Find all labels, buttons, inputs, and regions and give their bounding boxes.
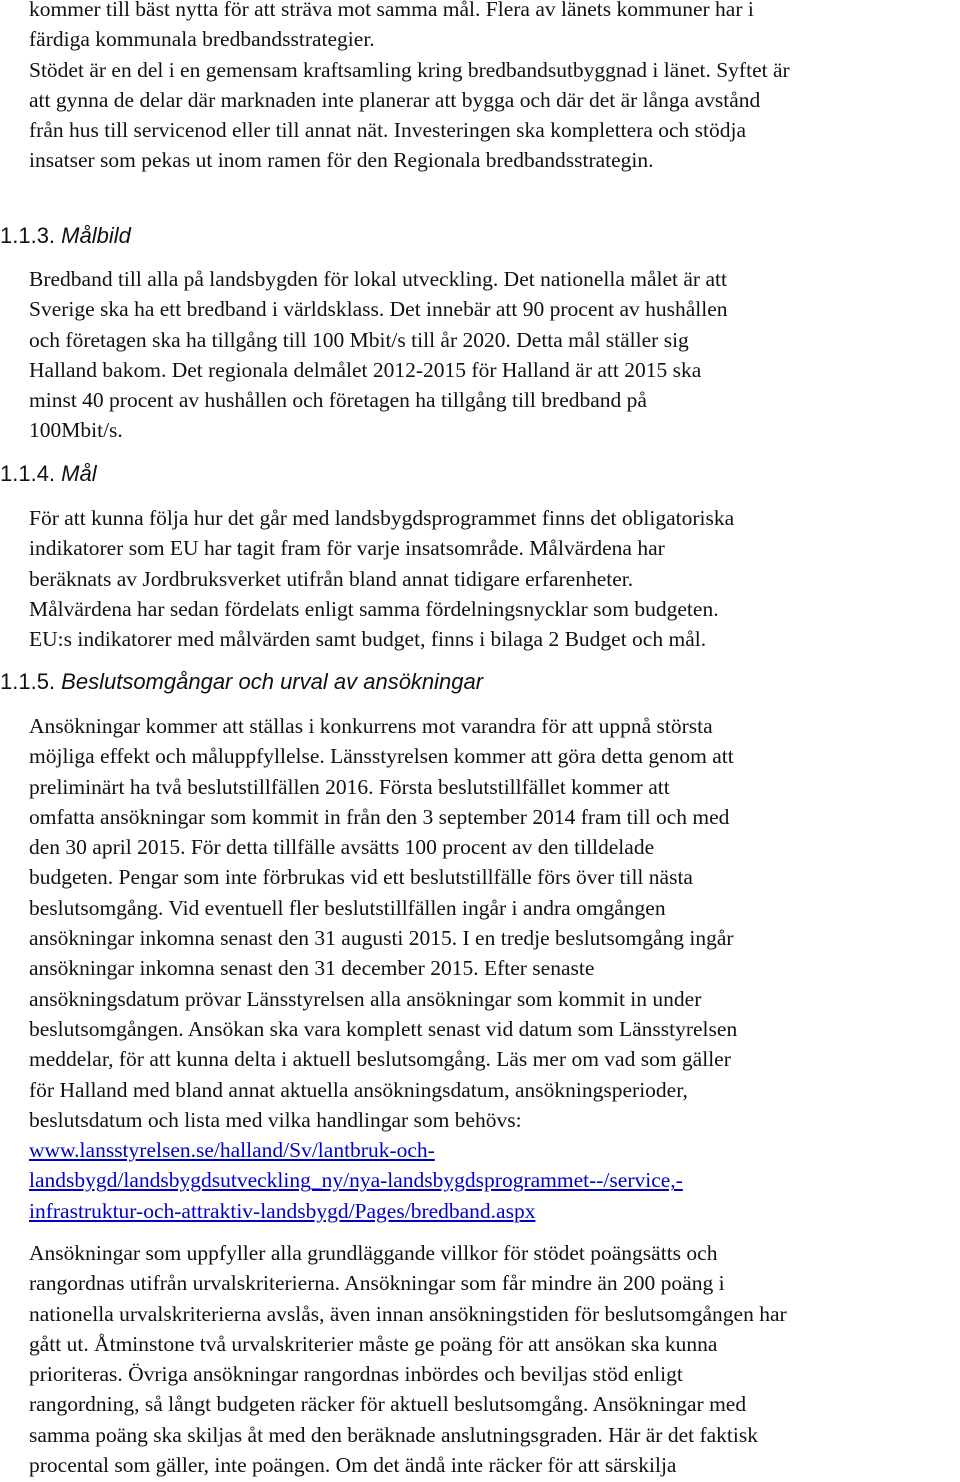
link-text-line: www.lansstyrelsen.se/halland/Sv/lantbruk-och- [29,1138,435,1163]
text-line: möjliga effekt och måluppfyllelse. Länsstyrelsen kommer att göra detta genom att [29,744,734,769]
text-line: för Halland med bland annat aktuella ansökningsdatum, ansökningsperioder, [29,1077,688,1102]
text-line: omfatta ansökningar som kommit in från den 3 september 2014 fram till och med [29,804,730,829]
text-line: färdiga kommunala bredbandsstrategier. [29,27,375,52]
text-line: Ansökningar kommer att ställas i konkurrens mot varandra för att uppnå största [29,714,713,738]
text-line: 100Mbit/s. [29,418,123,443]
intro-paragraph [29,0,959,176]
text-line: beslutsomgången. Ansökan ska vara komplett senast vid datum som Länsstyrelsen [29,1016,738,1041]
text-line: procental som gäller, inte poängen. Om det ändå inte räcker för att särskilja [29,1453,677,1478]
section-number: 1.1.5. [0,669,56,694]
text-line: beräknats av Jordbruksverket utifrån bland annat tidigare erfarenheter. [29,566,634,591]
text-line: prioriteras. Övriga ansökningar rangordnas inbördes och beviljas stöd enligt [29,1362,683,1387]
text-line: och företagen ska ha tillgång till 100 Mbit/s till år 2020. Detta mål ställer sig [29,327,689,352]
text-line: kommer till bäst nytta för att sträva mot samma mål. Flera av länets kommuner har i [29,0,754,21]
text-line: budgeten. Pengar som inte förbrukas vid ett beslutstillfälle förs över till nästa [29,865,693,890]
text-line: ansökningsdatum prövar Länsstyrelsen alla ansökningar som kommit in under [29,986,702,1011]
text-line: För att kunna följa hur det går med landsbygdsprogrammet finns det obligatoriska [29,506,735,530]
section-number: 1.1.3. [0,223,56,248]
section-number: 1.1.4. [0,461,56,486]
text-line: Målvärdena har sedan fördelats enligt samma fördelningsnycklar som budgeten. [29,596,719,621]
mal-paragraph [29,503,959,654]
text-line: rangordning, så långt budgeten räcker för aktuell beslutsomgång. Ansökningar med [29,1392,747,1417]
section-title: Beslutsomgångar och urval av ansökningar [61,669,484,694]
text-line: rangordnas utifrån urvalskriterierna. Ansökningar som får mindre än 200 poäng i [29,1271,725,1296]
section-heading-1-1-5 [0,668,483,696]
section-heading-1-1-3 [0,222,131,250]
text-line: preliminärt ha två beslutstillfällen 2016. Första beslutstillfället kommer att [29,774,670,799]
text-line: ansökningar inkomna senast den 31 december 2015. Efter senaste [29,956,595,981]
lansstyrelsen-link[interactable] [29,1135,959,1226]
text-line: Bredband till alla på landsbygden för lokal utveckling. Det nationella målet är att [29,267,727,291]
malbild-paragraph [29,264,959,446]
text-line: beslutsomgång. Vid eventuell fler beslutstillfällen ingår i andra omgången [29,895,666,920]
text-line: samma poäng ska skiljas åt med den beräknade anslutningsgraden. Här är det faktisk [29,1422,758,1447]
link-text-line: landsbygd/landsbygdsutveckling_ny/nya-landsbygdsprogrammet--/service,- [29,1168,683,1193]
section-title: Målbild [61,223,131,248]
urval-paragraph [29,1238,959,1480]
text-line: nationella urvalskriterierna avslås, även innan ansökningstiden för beslutsomgången har [29,1301,787,1326]
text-line: gått ut. Åtminstone två urvalskriterier måste ge poäng för att ansökan ska kunna [29,1331,718,1356]
text-line: att gynna de delar där marknaden inte planerar att bygga och där det är långa avstånd [29,87,761,112]
text-line: EU:s indikatorer med målvärden samt budget, finns i bilaga 2 Budget och mål. [29,627,707,652]
text-line: den 30 april 2015. För detta tillfälle avsätts 100 procent av den tilldelade [29,835,655,860]
text-line: ansökningar inkomna senast den 31 augusti 2015. I en tredje beslutsomgång ingår [29,926,734,951]
text-line: Halland bakom. Det regionala delmålet 2012-2015 för Halland är att 2015 ska [29,357,702,382]
text-line: beslutsdatum och lista med vilka handlingar som behövs: [29,1107,522,1132]
text-line: minst 40 procent av hushållen och företagen ha tillgång till bredband på [29,388,647,413]
section-heading-1-1-4 [0,460,97,488]
link-text-line: infrastruktur-och-attraktiv-landsbygd/Pages/bredband.aspx [29,1198,536,1223]
text-line: från hus till servicenod eller till annat nät. Investeringen ska komplettera och stödja [29,118,747,143]
text-line: Stödet är en del i en gemensam kraftsamling kring bredbandsutbyggnad i länet. Syftet är [29,57,790,82]
text-line: insatser som pekas ut inom ramen för den Regionala bredbandsstrategin. [29,148,654,173]
text-line: Sverige ska ha ett bredband i världsklass. Det innebär att 90 procent av hushållen [29,297,728,322]
text-line: Ansökningar som uppfyller alla grundläggande villkor för stödet poängsätts och [29,1241,718,1265]
section-title: Mål [61,461,97,486]
text-line: indikatorer som EU har tagit fram för varje insatsområde. Målvärdena har [29,536,665,561]
text-line: meddelar, för att kunna delta i aktuell beslutsomgång. Läs mer om vad som gäller [29,1047,731,1072]
beslutsomgangar-paragraph [29,711,959,1226]
